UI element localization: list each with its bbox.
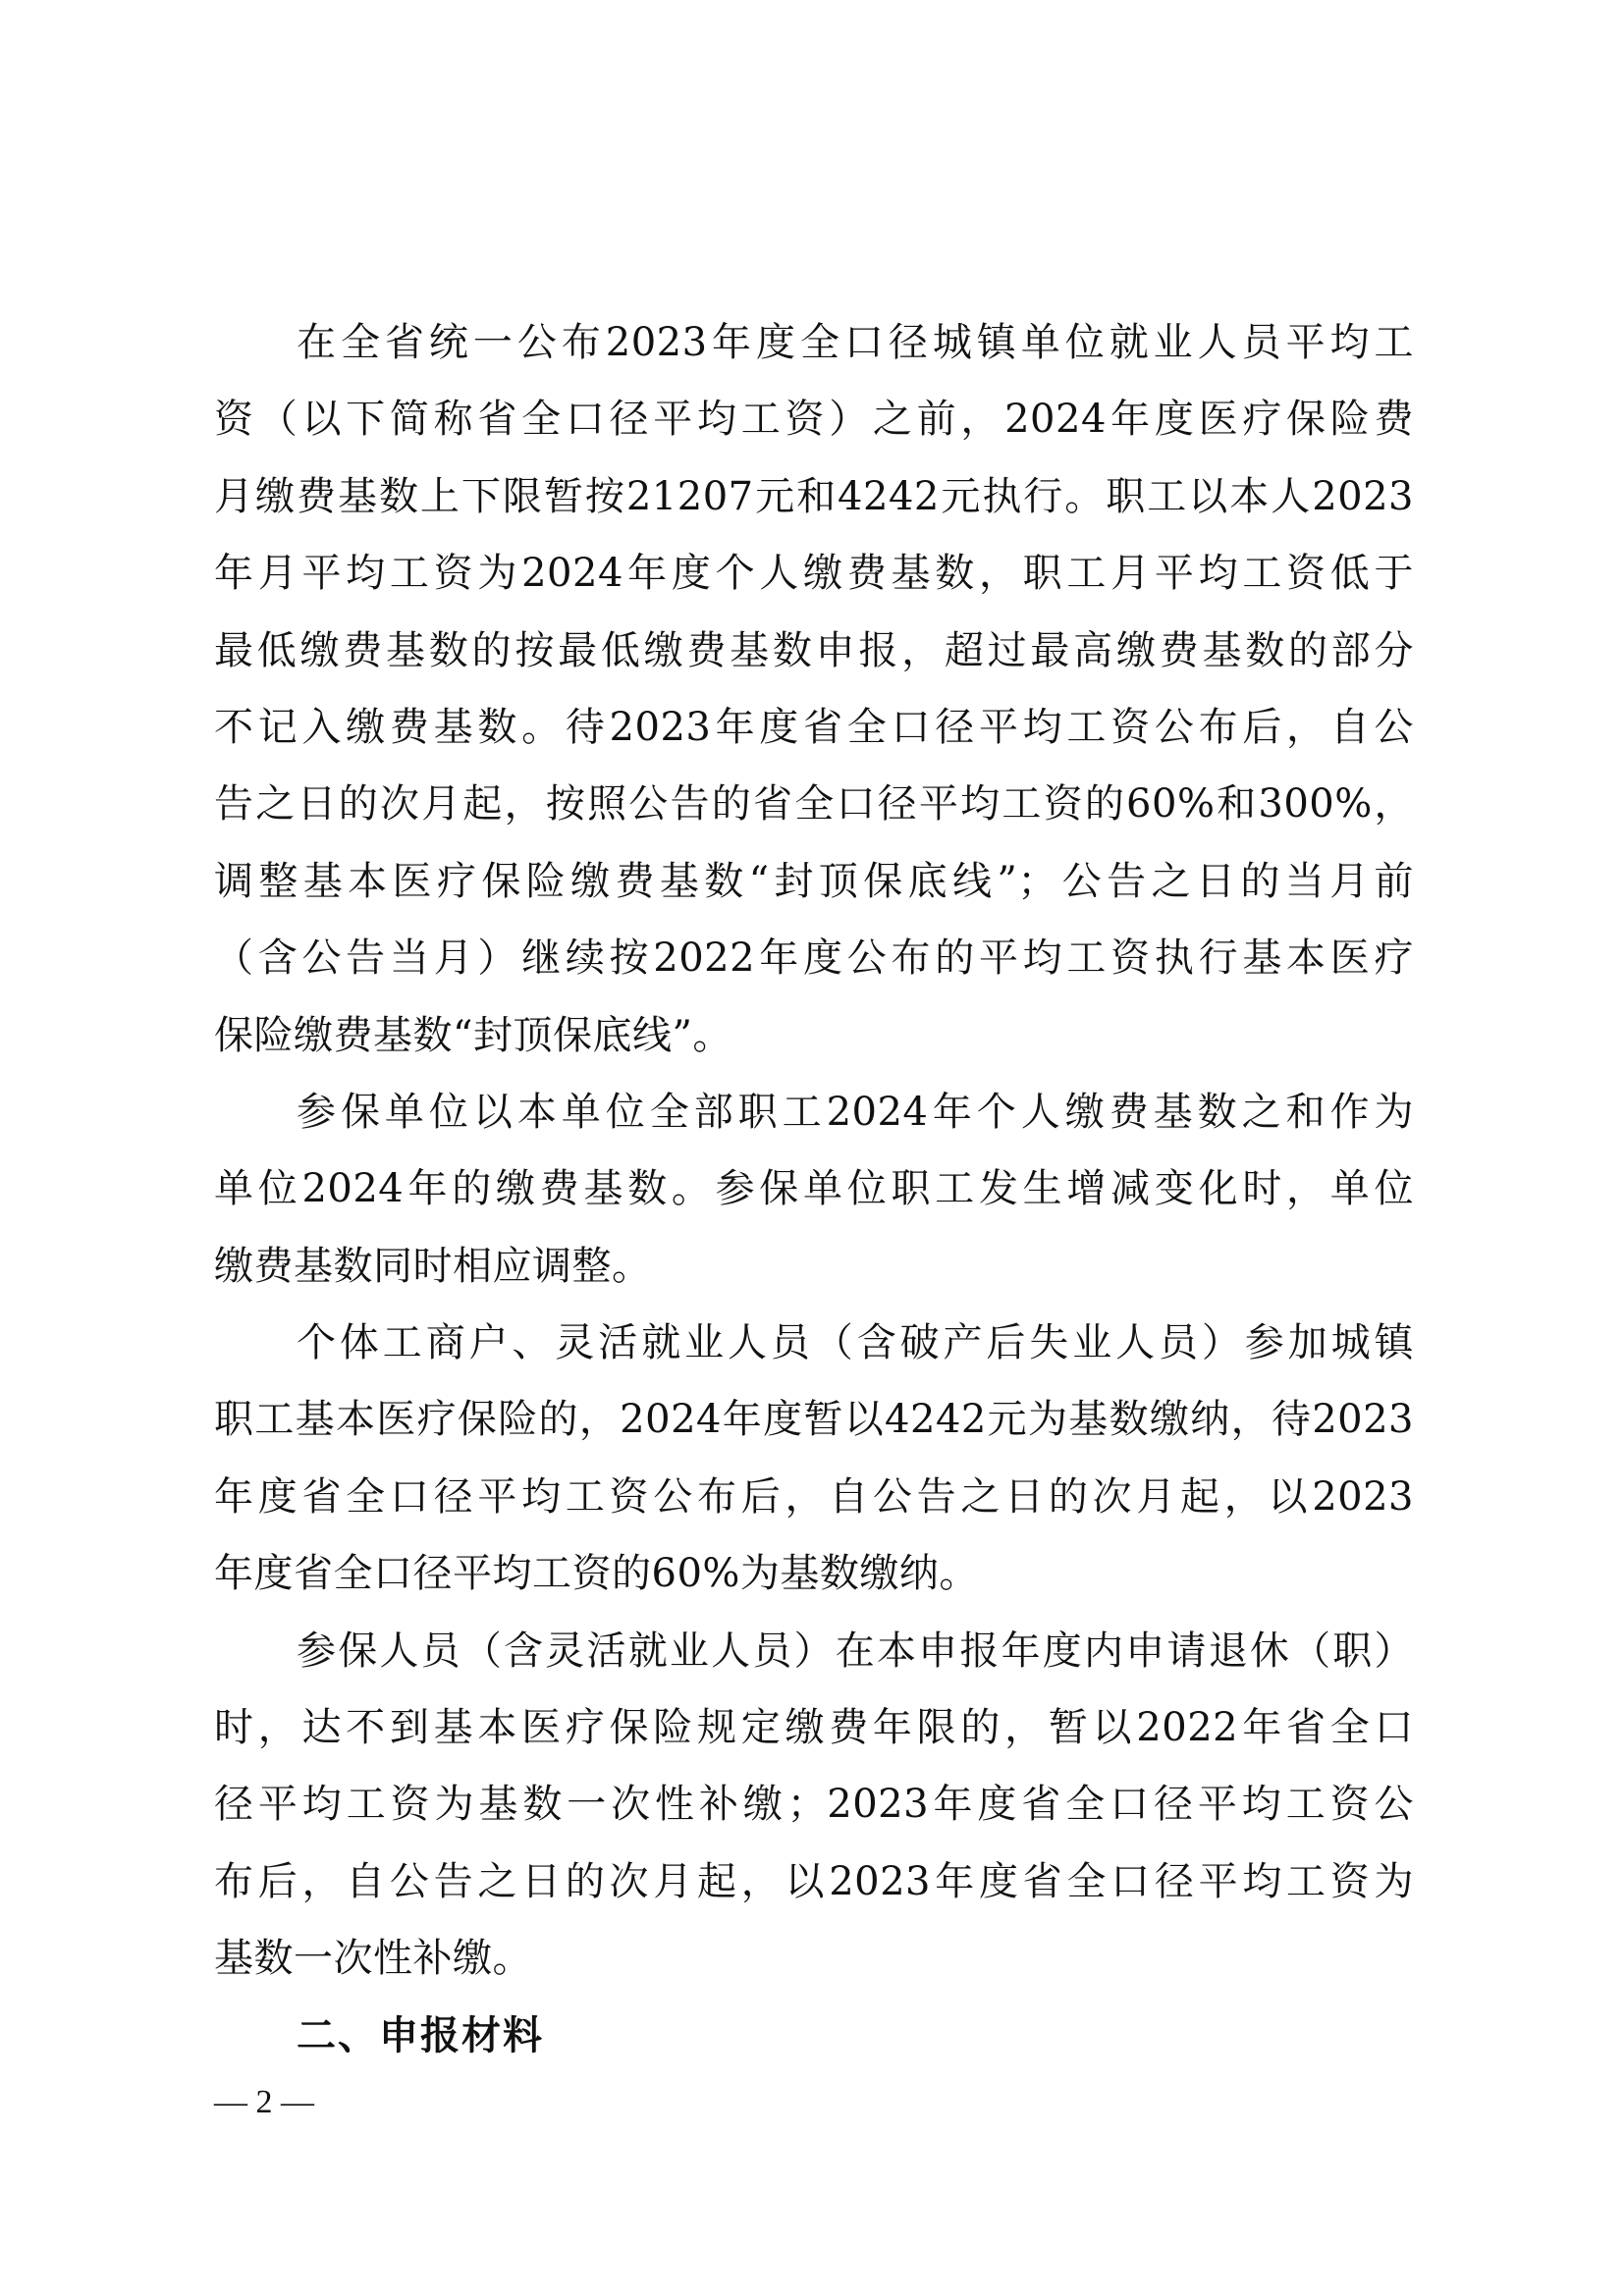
text-line: 基数一次性补缴。	[214, 1936, 532, 1982]
text-line: 布后，自公告之日的次月起，以2023年度省全口径平均工资为	[214, 1858, 1414, 1904]
text-line: 径平均工资为基数一次性补缴；2023年度省全口径平均工资公	[214, 1782, 1414, 1828]
text-line: 资（以下简称省全口径平均工资）之前，2024年度医疗保险费	[214, 397, 1414, 443]
paragraph-contribution-base-limits	[214, 304, 1414, 1074]
text-line: 告之日的次月起，按照公告的省全口径平均工资的60%和300%，	[214, 781, 1414, 828]
text-line: 时，达不到基本医疗保险规定缴费年限的，暂以2022年省全口	[214, 1705, 1414, 1751]
text-line: （含公告当月）继续按2022年度公布的平均工资执行基本医疗	[214, 935, 1414, 982]
text-line: 不记入缴费基数。待2023年度省全口径平均工资公布后，自公	[214, 704, 1414, 750]
text-line: 职工基本医疗保险的，2024年度暂以4242元为基数缴纳，待2023	[214, 1397, 1414, 1443]
paragraph-flexible-employment	[214, 1305, 1414, 1613]
text-line: 个体工商户、灵活就业人员（含破产后失业人员）参加城镇	[297, 1320, 1414, 1366]
text-line: 缴费基数同时相应调整。	[214, 1243, 652, 1289]
text-line: 保险缴费基数“封顶保底线”。	[214, 1012, 732, 1058]
page-number: — 2 —	[214, 2084, 314, 2120]
text-line: 调整基本医疗保险缴费基数“封顶保底线”；公告之日的当月前	[214, 858, 1414, 904]
text-line: 参保单位以本单位全部职工2024年个人缴费基数之和作为	[297, 1089, 1414, 1135]
text-line: 年月平均工资为2024年度个人缴费基数，职工月平均工资低于	[214, 551, 1414, 597]
text-line: 单位2024年的缴费基数。参保单位职工发生增减变化时，单位	[214, 1166, 1414, 1212]
text-line: 参保人员（含灵活就业人员）在本申报年度内申请退休（职）	[297, 1628, 1414, 1674]
text-line: 月缴费基数上下限暂按21207元和4242元执行。职工以本人2023	[214, 473, 1414, 519]
text-line: 年度省全口径平均工资的60%为基数缴纳。	[214, 1551, 979, 1597]
text-line: 最低缴费基数的按最低缴费基数申报，超过最高缴费基数的部分	[214, 627, 1414, 673]
text-line: 在全省统一公布2023年度全口径城镇单位就业人员平均工	[297, 320, 1414, 365]
document-body	[214, 304, 1414, 2074]
paragraph-employer-contribution-base	[214, 1074, 1414, 1305]
section-heading: 二、申报材料	[297, 2012, 544, 2058]
paragraph-retirement-supplementary-payment	[214, 1613, 1414, 1998]
text-line: 年度省全口径平均工资公布后，自公告之日的次月起，以2023	[214, 1473, 1414, 1520]
